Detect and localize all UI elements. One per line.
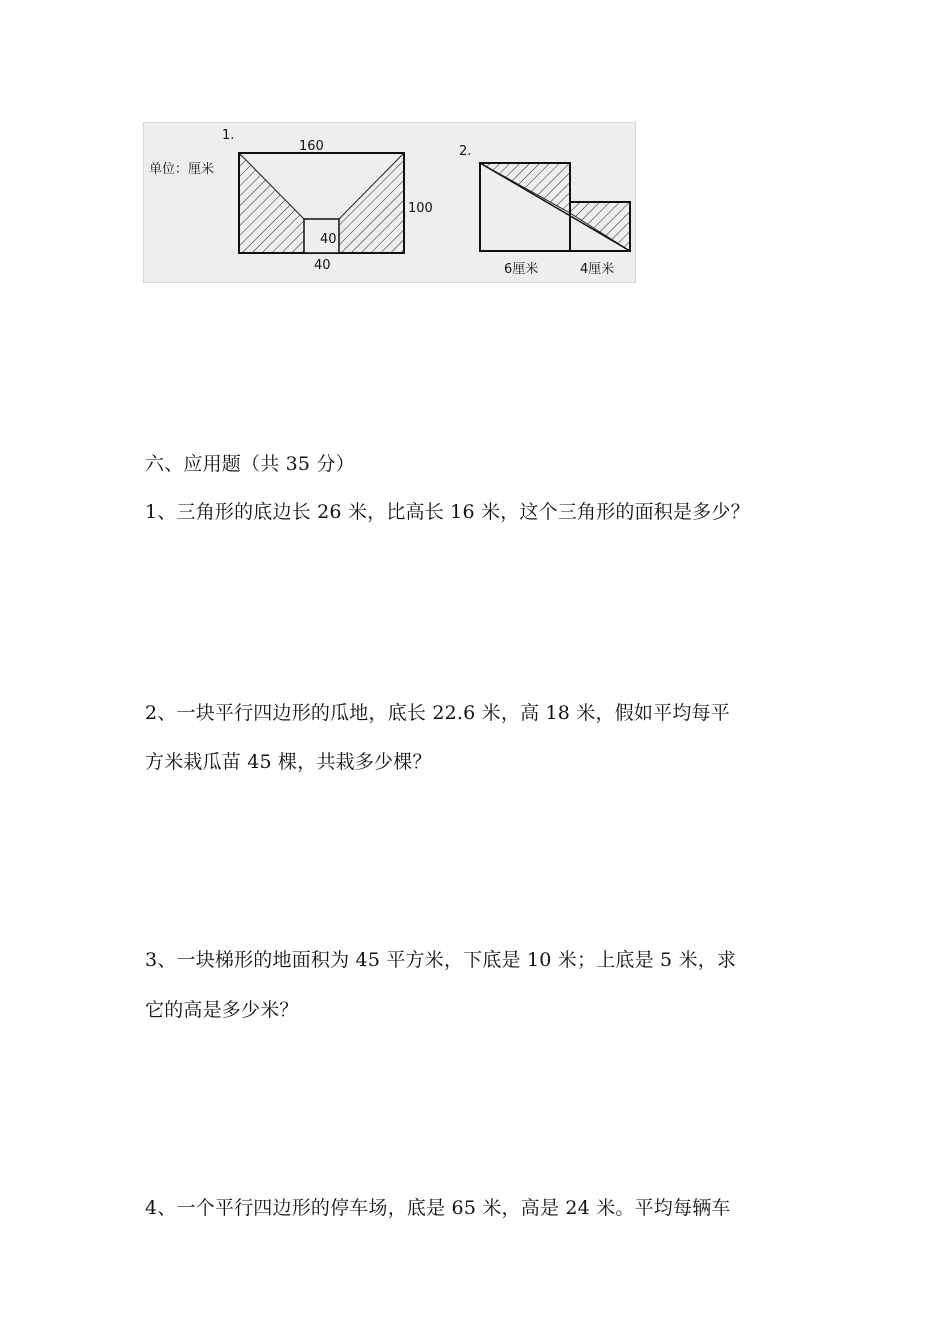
question-3-line-1: 3、一块梯形的地面积为 45 平方米，下底是 10 米；上底是 5 米，求 [145, 949, 737, 971]
fig2-right-label: 4厘米 [580, 262, 615, 277]
fig1-unit-label: 单位：厘米 [149, 162, 215, 177]
fig1-right-shaded-region [339, 153, 404, 253]
fig2-left-label: 6厘米 [504, 262, 539, 277]
question-4-line-1: 4、一个平行四边形的停车场，底是 65 米，高是 24 米。平均每辆车 [145, 1197, 731, 1219]
fig1-number: 1. [222, 128, 235, 143]
geometry-figures [143, 122, 636, 283]
question-2-line-1: 2、一块平行四边形的瓜地，底长 22.6 米，高 18 米，假如平均每平 [145, 702, 730, 724]
fig1-left-shaded-region [239, 153, 304, 253]
section-heading: 六、应用题（共 35 分） [145, 453, 355, 475]
question-2-line-2: 方米栽瓜苗 45 棵，共栽多少棵？ [145, 751, 432, 773]
question-3-line-2: 它的高是多少米？ [145, 999, 299, 1021]
question-1-line-1: 1、三角形的底边长 26 米，比高长 16 米，这个三角形的面积是多少？ [145, 501, 750, 523]
fig1-right-label: 100 [408, 201, 433, 216]
figure-1 [149, 128, 433, 273]
fig1-bottom-label: 40 [314, 258, 331, 273]
fig1-inner-label: 40 [320, 232, 337, 247]
fig2-lower-shaded-region [570, 202, 630, 251]
figures-svg [144, 123, 637, 284]
fig2-number: 2. [459, 144, 472, 159]
fig1-top-label: 160 [299, 139, 324, 154]
figure-2 [459, 144, 630, 277]
